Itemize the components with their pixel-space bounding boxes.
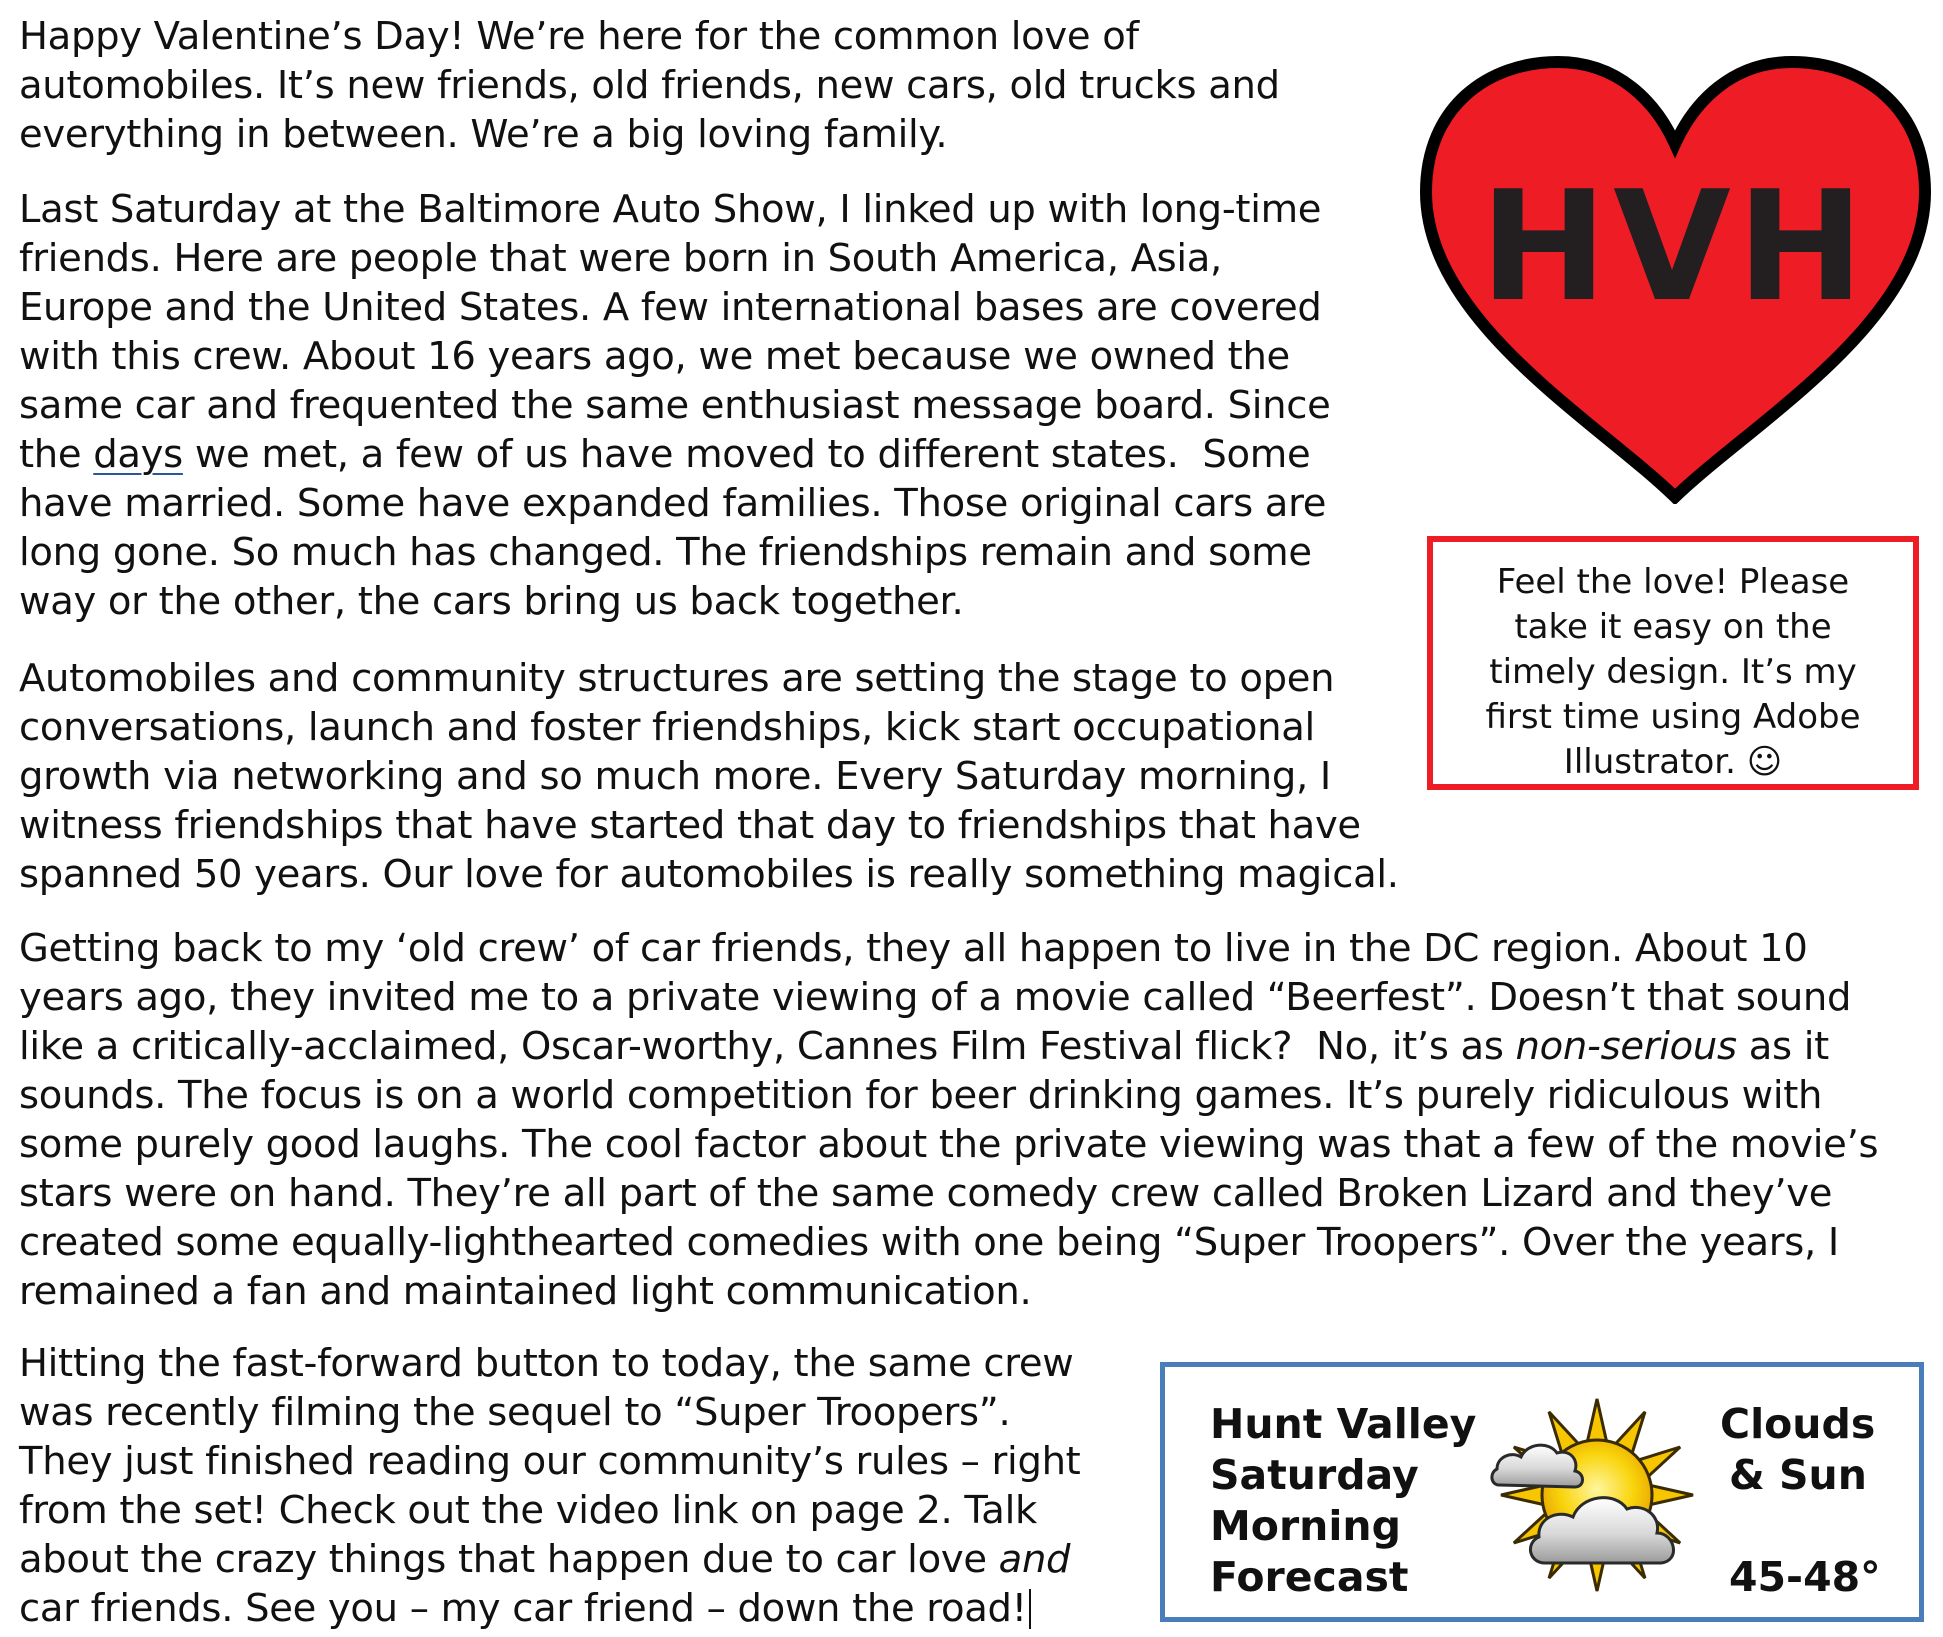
paragraph-auto-show [19,185,1331,626]
text-line: They just finished reading our community’s rules – right [19,1439,1081,1484]
text-line: Europe and the United States. A few international bases are covered [19,285,1322,330]
text-line: witness friendships that have started that day to friendships that have [19,803,1361,848]
text-line [19,1022,1878,1071]
paragraph-old-crew [19,924,1878,1316]
text-line [19,1584,1080,1633]
text-line: stars were on hand. They’re all part of the same comedy crew called Broken Lizard and they’ve [19,1171,1833,1216]
text-line [19,1535,1080,1584]
note-box [1427,536,1919,790]
text-line: some purely good laughs. The cool factor about the private viewing was that a few of the movie’s [19,1122,1879,1167]
forecast-condition-line: Clouds [1720,1400,1876,1448]
forecast-location-line: Forecast [1210,1553,1409,1601]
note-line: take it easy on the [1514,607,1832,647]
sun-ray [1501,1485,1546,1505]
note-line: first time using Adobe [1485,697,1861,737]
text-line: created some equally-lighthearted comedies with one being “Super Troopers”. Over the years, I [19,1220,1839,1265]
text-line: was recently filming the sequel to “Super Troopers”. [19,1390,1011,1435]
partly-sunny-icon [1485,1395,1705,1605]
hvh-heart-logo [1418,52,1933,504]
text-line: Last Saturday at the Baltimore Auto Show, I linked up with long-time [19,187,1322,232]
note-line: timely design. It’s my [1489,652,1857,692]
text-line: same car and frequented the same enthusiast message board. Since [19,383,1331,428]
paragraph-sequel [19,1339,1080,1633]
forecast-condition-line: & Sun [1729,1451,1867,1499]
text-segment: as it [1736,1024,1829,1069]
text-segment: car friends. See you – my car friend – down the road! [19,1586,1027,1631]
note-line: Illustrator. ☺ [1563,742,1783,782]
text-line: conversations, launch and foster friendships, kick start occupational [19,705,1315,750]
text-line: Happy Valentine’s Day! We’re here for the common love of [19,14,1139,59]
forecast-location-line: Morning [1210,1502,1401,1550]
text-line: way or the other, the cars bring us back together. [19,579,964,624]
sun-ray [1648,1485,1693,1505]
text-line: Hitting the fast-forward button to today, the same crew [19,1341,1074,1386]
spellcheck-underlined-word[interactable]: days [93,432,183,477]
forecast-box [1160,1362,1924,1622]
paragraph-intro [19,12,1280,159]
text-line: with this crew. About 16 years ago, we met because we owned the [19,334,1290,379]
paragraph-community [19,654,1399,899]
note-line: Feel the love! Please [1496,562,1850,602]
text-segment: like a critically-acclaimed, Oscar-worthy, Cannes Film Festival flick? No, it’s as [19,1024,1516,1069]
text-line: everything in between. We’re a big loving family. [19,112,948,157]
text-line: Automobiles and community structures are setting the stage to open [19,656,1335,701]
text-line: spanned 50 years. Our love for automobiles is really something magical. [19,852,1399,897]
text-line: from the set! Check out the video link on page 2. Talk [19,1488,1037,1533]
hvh-logo-text: HVH [1479,158,1871,335]
text-segment: about the crazy things that happen due to car love [19,1537,999,1582]
text-line: have married. Some have expanded families. Those original cars are [19,481,1327,526]
text-line: sounds. The focus is on a world competition for beer drinking games. It’s purely ridiculous with [19,1073,1823,1118]
text-segment: the [19,432,94,477]
text-line [19,430,1331,479]
forecast-temperature: 45-48° [1729,1553,1881,1601]
text-line: long gone. So much has changed. The friendships remain and some [19,530,1312,575]
text-cursor [1029,1589,1031,1629]
text-line: automobiles. It’s new friends, old friends, new cars, old trucks and [19,63,1280,108]
sun-ray [1587,1399,1607,1444]
italic-text: non-serious [1515,1024,1737,1069]
forecast-location-line: Saturday [1210,1451,1419,1499]
italic-text: and [998,1537,1071,1582]
text-line: friends. Here are people that were born in South America, Asia, [19,236,1222,281]
text-line: remained a fan and maintained light communication. [19,1269,1032,1314]
text-line: growth via networking and so much more. Every Saturday morning, I [19,754,1331,799]
text-segment: we met, a few of us have moved to different states. Some [182,432,1311,477]
text-line: years ago, they invited me to a private viewing of a movie called “Beerfest”. Doesn’t that sound [19,975,1852,1020]
forecast-location-line: Hunt Valley [1210,1400,1477,1448]
text-line: Getting back to my ‘old crew’ of car friends, they all happen to live in the DC region. About 10 [19,926,1808,971]
